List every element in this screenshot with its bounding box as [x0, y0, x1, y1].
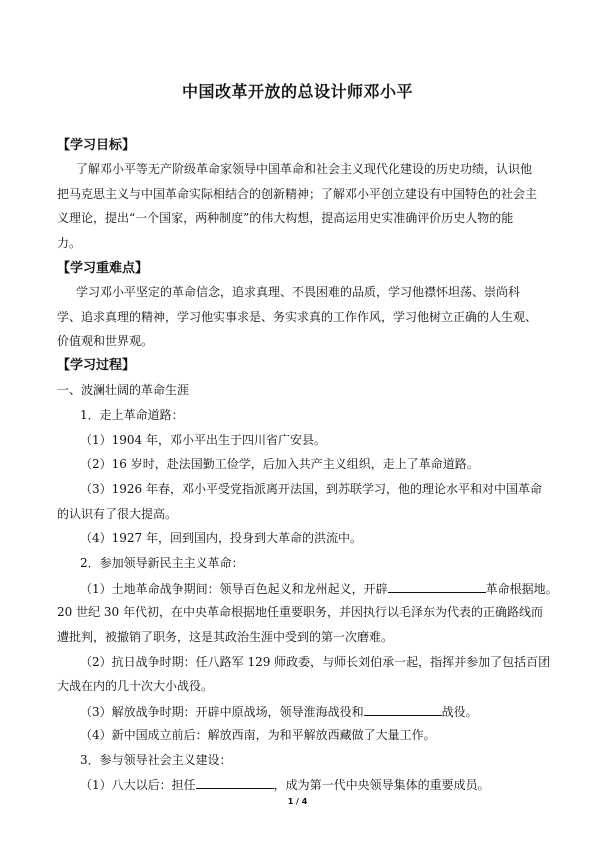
item-text: ，成为第一代中央领导集体的重要成员。: [273, 778, 490, 792]
fill-blank-item: [80, 703, 478, 720]
section-heading-process: 【学习过程】: [57, 358, 136, 373]
list-item: （2）16 岁时，赴法国勤工俭学，后加入共产主义组织，走上了革命道路。: [80, 457, 479, 471]
section-heading-key-points: 【学习重难点】: [57, 261, 149, 276]
list-item: （2）抗日战争时期：任八路军 129 师政委，与师长刘伯承一起，指挥并参加了包括百团: [80, 655, 551, 669]
paragraph-line: 义理论，提出“一个国家，两种制度”的伟大构想，提高运用史实准确评价历史人物的能: [57, 211, 514, 225]
paragraph-line: 了解邓小平等无产阶级革命家领导中国革命和社会主义现代化建设的历史功绩，认识他: [76, 162, 533, 176]
fill-blank-item: [80, 776, 490, 793]
item-text: （1）土地革命战争期间：领导百色起义和龙州起义，开辟: [80, 582, 388, 596]
part-heading: 一、波澜壮阔的革命生涯: [57, 383, 190, 397]
item-text: （1）八大以后：担任: [80, 778, 196, 792]
list-item: （4）1927 年，回到国内，投身到大革命的洪流中。: [80, 531, 362, 545]
item-text: （3）解放战争时期：开辟中原战场，领导淮海战役和: [80, 705, 364, 719]
subsection-heading: 3．参与领导社会主义建设：: [80, 753, 232, 767]
paragraph-line: 价值观和世界观。: [57, 334, 154, 348]
list-item-continuation: 遭批判，被撤销了职务，这是其政治生涯中受到的第一次磨难。: [57, 630, 394, 644]
list-item: （1）1904 年，邓小平出生于四川省广安县。: [80, 433, 326, 447]
section-heading-objectives: 【学习目标】: [57, 138, 136, 153]
list-item-continuation: 大战在内的几十次大小战役。: [57, 679, 214, 693]
item-text: 战役。: [441, 705, 478, 719]
list-item-continuation: 20 世纪 30 年代初，在中央革命根据地任重要职务，并因执行以毛泽东为代表的正确路线而: [57, 605, 543, 619]
list-item: （3）1926 年春，邓小平受党指派离开法国，到苏联学习，他的理论水平和对中国革命: [80, 482, 542, 496]
answer-blank[interactable]: [388, 580, 486, 593]
document-title: 中国改革开放的总设计师邓小平: [181, 82, 413, 101]
paragraph-line: 力。: [57, 236, 82, 250]
answer-blank[interactable]: [364, 703, 442, 716]
paragraph-line: 把马克思主义与中国革命实际相结合的创新精神；了解邓小平创立建设有中国特色的社会主: [57, 187, 538, 201]
item-text: 革命根据地。: [485, 582, 558, 596]
subsection-heading: 2．参加领导新民主主义革命：: [80, 556, 244, 570]
list-item-continuation: 的认识有了很大提高。: [57, 507, 178, 521]
paragraph-line: 学习邓小平坚定的革命信念，追求真理、不畏困难的品质，学习他襟怀坦荡、崇尚科: [76, 285, 521, 299]
fill-blank-item: [80, 580, 558, 597]
answer-blank[interactable]: [196, 776, 274, 789]
paragraph-line: 学、追求真理的精神，学习他实事求是、务实求真的工作作风，学习他树立正确的人生观、: [57, 310, 538, 324]
subsection-heading: 1．走上革命道路：: [80, 408, 184, 422]
page-number: 1 / 4: [287, 797, 308, 806]
list-item: （4）新中国成立前后：解放西南，为和平解放西藏做了大量工作。: [80, 728, 436, 742]
